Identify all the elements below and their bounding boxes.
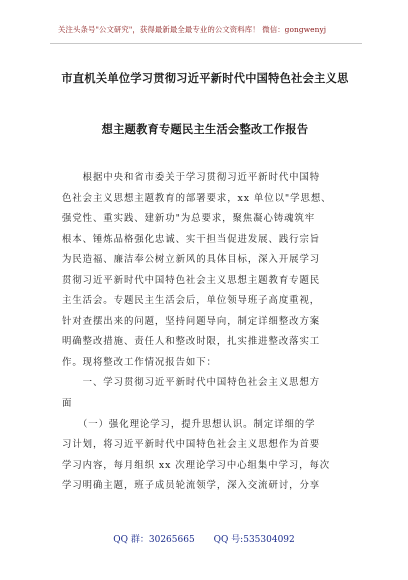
body-line: 针对查摆出来的问题，坚持问题导向，制定详细整改方案 bbox=[62, 315, 321, 327]
document-title-line-1: 市直机关单位学习贯彻习近平新时代中国特色社会主义思 bbox=[61, 71, 349, 85]
footer-contact bbox=[0, 534, 408, 546]
document-title-line-2: 想主题教育专题民主生活会整改工作报告 bbox=[101, 122, 309, 136]
footer-qq-number: QQ 号:535304092 bbox=[213, 535, 295, 545]
section-heading-line: 一、学习贯彻习近平新时代中国特色社会主义思想方 bbox=[62, 377, 321, 389]
body-line: 色社会主义思想主题教育的部署要求，xx 单位以"学思想、 bbox=[62, 192, 332, 204]
body-line: 学习明确主题，班子成员轮流领学，深入交流研讨，分享 bbox=[62, 480, 321, 492]
body-line: 主生活会。专题民主生活会后，单位领导班子高度重视， bbox=[62, 295, 321, 307]
body-line: 明确整改措施、责任人和整改时限，扎实推进整改落实工 bbox=[62, 336, 321, 348]
body-line: 根据中央和省市委关于学习贯彻习近平新时代中国特 bbox=[62, 172, 321, 183]
body-line: （一）强化理论学习，提升思想认识。制定详细的学 bbox=[62, 418, 316, 430]
header-divider bbox=[50, 43, 362, 44]
section-heading-line: 面 bbox=[62, 398, 73, 410]
body-line: 为民造福、廉洁奉公树立新风的具体目标，深入开展学习 bbox=[62, 254, 321, 266]
header-banner: 关注头条号"公文研究"，获得最新最全最专业的公文资料库！ 微信：gongwenyj bbox=[58, 25, 327, 34]
body-line: 贯彻习近平新时代中国特色社会主义思想主题教育专题民 bbox=[62, 274, 321, 286]
body-line: 学习内容，每月组织 xx 次理论学习中心组集中学习，每次 bbox=[62, 459, 331, 471]
body-line: 作。现将整改工作情况报告如下： bbox=[62, 356, 217, 368]
body-line: 根本、锤炼品格强化忠诚、实干担当促进发展、践行宗旨 bbox=[62, 233, 321, 245]
body-line: 习计划，将习近平新时代中国特色社会主义思想作为首要 bbox=[62, 439, 321, 451]
document-body bbox=[62, 168, 348, 497]
body-line: 强党性、重实践、建新功"为总要求，聚焦凝心铸魂筑牢 bbox=[62, 213, 316, 225]
footer-qq-group: QQ 群：30265665 bbox=[113, 535, 195, 545]
